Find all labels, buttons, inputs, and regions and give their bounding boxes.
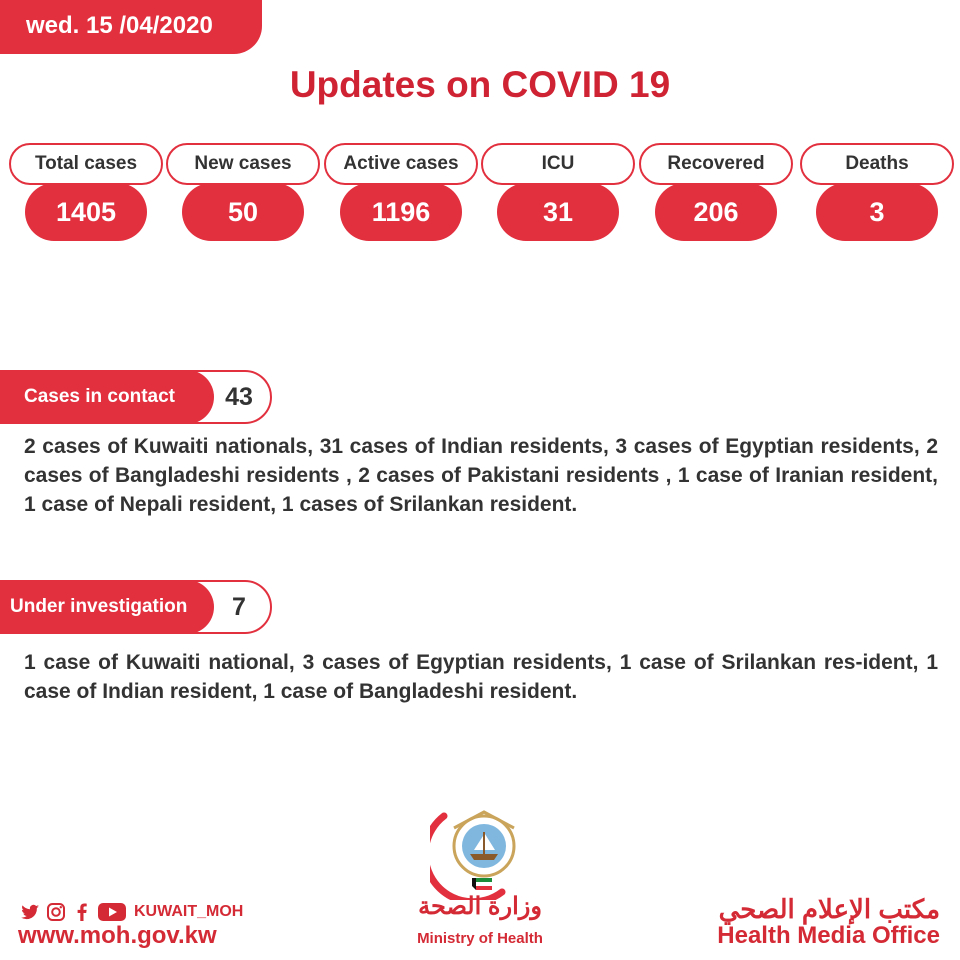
contact-count: 43 — [225, 383, 253, 411]
social-handle[interactable]: KUWAIT_MOH — [134, 903, 244, 920]
ministry-name-arabic: وزارة الصحة — [418, 893, 542, 920]
facebook-icon[interactable] — [72, 902, 92, 922]
stat-deaths — [800, 143, 954, 243]
stat-label: ICU — [481, 143, 635, 185]
stat-label: New cases — [166, 143, 320, 185]
stat-total-cases — [9, 143, 163, 243]
stat-active-cases — [324, 143, 478, 243]
investigation-label: Under investigation — [0, 580, 214, 634]
website-link[interactable]: www.moh.gov.kw — [18, 922, 217, 949]
contact-header — [0, 370, 272, 424]
health-media-office-english: Health Media Office — [717, 922, 940, 949]
stat-label: Deaths — [800, 143, 954, 185]
stat-label: Total cases — [9, 143, 163, 185]
investigation-details: 1 case of Kuwaiti national, 3 cases of Egyptian residents, 1 case of Srilankan res-ident, 1 case of Indian resident, 1 case of Bangladeshi resident. — [24, 651, 938, 703]
social-links — [20, 902, 243, 922]
youtube-icon[interactable] — [98, 902, 126, 922]
contact-label: Cases in contact — [0, 370, 214, 424]
stat-icu — [481, 143, 635, 243]
stat-value: 3 — [816, 183, 938, 241]
investigation-count: 7 — [232, 593, 246, 621]
investigation-header — [0, 580, 272, 634]
health-media-office-arabic: مكتب الإعلام الصحي — [718, 894, 940, 924]
stat-label: Active cases — [324, 143, 478, 185]
instagram-icon[interactable] — [46, 902, 66, 922]
page-title: Updates on COVID 19 — [289, 64, 671, 105]
twitter-icon[interactable] — [20, 902, 40, 922]
stat-value: 206 — [655, 183, 777, 241]
date-text: wed. 15 /04/2020 — [26, 12, 213, 39]
contact-details: 2 cases of Kuwaiti nationals, 31 cases of Indian residents, 3 cases of Egyptian residents, 2 cases of Bangladeshi residents , 2 cases of Pakistani residents , 1 case of Iranian resident, 1 case of Nepali resident, 1 cases of Srilankan resident. — [24, 435, 938, 516]
stat-recovered — [639, 143, 793, 243]
ministry-name-english: Ministry of Health — [417, 930, 543, 947]
stat-value: 1196 — [340, 183, 462, 241]
stat-new-cases — [166, 143, 320, 243]
stat-label: Recovered — [639, 143, 793, 185]
stat-value: 50 — [182, 183, 304, 241]
stat-value: 31 — [497, 183, 619, 241]
stat-value: 1405 — [25, 183, 147, 241]
ministry-emblem-icon — [430, 798, 530, 900]
date-banner — [0, 0, 262, 54]
